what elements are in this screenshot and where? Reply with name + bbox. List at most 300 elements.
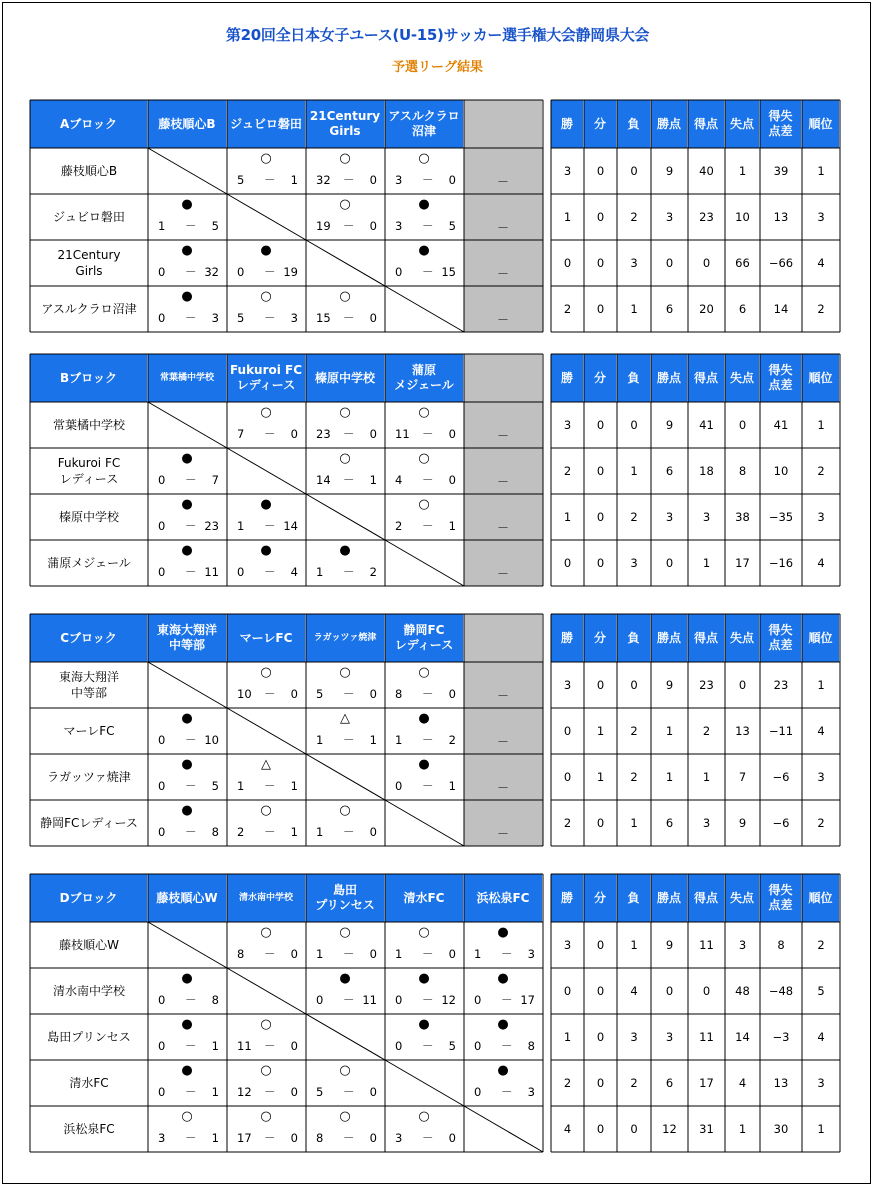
stat-header: 勝 — [551, 100, 584, 148]
score-dash: － — [264, 265, 276, 279]
column-header: 常葉橘中学校 — [148, 354, 227, 402]
stat-header: 失点 — [725, 100, 760, 148]
goals-against: 5 — [448, 219, 456, 233]
column-header: 21Century Girls — [306, 100, 385, 148]
goals-against: 0 — [448, 947, 456, 961]
team-name: 蒲原メジェール — [47, 556, 131, 570]
team-name: 浜松泉FC — [63, 1122, 115, 1136]
stat-value: 10 — [773, 464, 789, 478]
goals-against: 0 — [290, 1085, 298, 1099]
stat-header: 勝 — [551, 874, 584, 922]
goals-against: 3 — [211, 311, 219, 325]
stat-value: 3 — [665, 210, 674, 224]
team-name: 東海大翔洋 中等部 — [58, 670, 119, 700]
result-symbol: ○ — [418, 405, 430, 420]
goals-for: 4 — [395, 473, 403, 487]
score-dash: － — [422, 473, 434, 487]
score-dash: － — [264, 947, 276, 961]
goals-against: 1 — [211, 1131, 219, 1145]
stat-value: 48 — [735, 984, 750, 998]
column-header: 清水南中学校 — [227, 874, 306, 922]
column-header: 榛原中学校 — [306, 354, 385, 402]
empty-dash: － — [496, 567, 509, 581]
stat-value: 1 — [630, 464, 638, 478]
result-symbol: ● — [181, 497, 193, 512]
score-dash: － — [185, 1039, 197, 1053]
score-dash: － — [422, 1131, 434, 1145]
stat-header: 負 — [617, 614, 651, 662]
stat-header: 順位 — [802, 100, 840, 148]
stat-value: 0 — [596, 464, 605, 478]
stat-value: 0 — [596, 984, 605, 998]
goals-for: 3 — [395, 1131, 403, 1145]
stat-value: 6 — [665, 816, 674, 830]
stat-value: 0 — [738, 418, 747, 432]
goals-against: 11 — [204, 565, 219, 579]
stat-value: 14 — [773, 302, 789, 316]
result-symbol: ● — [418, 243, 430, 258]
goals-for: 1 — [316, 947, 324, 961]
goals-against: 0 — [448, 427, 456, 441]
result-symbol: ● — [418, 1017, 430, 1032]
goals-for: 1 — [395, 947, 403, 961]
goals-for: 1 — [316, 733, 324, 747]
goals-for: 1 — [158, 219, 166, 233]
stat-value: 0 — [596, 1030, 605, 1044]
score-dash: － — [343, 173, 355, 187]
score-dash: － — [264, 825, 276, 839]
team-name: 清水FC — [69, 1076, 109, 1090]
stat-value: 0 — [702, 256, 711, 270]
goals-for: 0 — [158, 1039, 166, 1053]
goals-against: 5 — [211, 219, 219, 233]
goals-for: 5 — [237, 173, 245, 187]
goals-against: 0 — [290, 427, 298, 441]
result-symbol: ● — [418, 197, 430, 212]
stat-value: 3 — [630, 256, 638, 270]
result-symbol: ● — [339, 543, 351, 558]
result-symbol: ○ — [260, 405, 272, 420]
team-name: アスルクラロ沼津 — [41, 302, 137, 316]
score-dash: － — [422, 947, 434, 961]
stat-value: 0 — [630, 678, 638, 692]
stat-value: 0 — [596, 256, 605, 270]
result-symbol: ○ — [418, 1109, 430, 1124]
stat-value: 1 — [630, 302, 638, 316]
score-dash: － — [264, 1131, 276, 1145]
goals-against: 4 — [290, 565, 298, 579]
stat-value: 0 — [702, 984, 711, 998]
result-symbol: ● — [260, 497, 272, 512]
stat-value: −16 — [768, 556, 794, 570]
stat-value: 0 — [596, 816, 605, 830]
goals-for: 5 — [316, 687, 324, 701]
stat-value: 1 — [563, 1030, 572, 1044]
column-header: 蒲原 メジェール — [385, 354, 464, 402]
stat-value: 0 — [563, 256, 572, 270]
empty-dash: － — [496, 689, 509, 703]
goals-for: 0 — [395, 265, 403, 279]
goals-for: 1 — [237, 779, 245, 793]
stat-value: 1 — [563, 510, 572, 524]
empty-dash: － — [496, 175, 509, 189]
goals-against: 0 — [290, 947, 298, 961]
stat-header: 勝点 — [651, 354, 688, 402]
goals-for: 8 — [395, 687, 403, 701]
stat-value: 3 — [630, 556, 638, 570]
score-dash: － — [185, 993, 197, 1007]
result-symbol: ○ — [260, 665, 272, 680]
stat-value: 6 — [665, 302, 674, 316]
result-symbol: ● — [181, 971, 193, 986]
stat-value: 6 — [738, 302, 747, 316]
stat-value: 17 — [735, 556, 750, 570]
result-symbol: ● — [181, 711, 193, 726]
stat-value: 0 — [563, 724, 572, 738]
stat-value: 0 — [596, 1076, 605, 1090]
score-dash: － — [422, 993, 434, 1007]
stat-header: 分 — [584, 100, 617, 148]
stat-value: 3 — [630, 1030, 638, 1044]
score-dash: － — [343, 427, 355, 441]
stat-header: 負 — [617, 100, 651, 148]
score-dash: － — [264, 1039, 276, 1053]
goals-for: 0 — [158, 311, 166, 325]
goals-for: 23 — [316, 427, 331, 441]
score-dash: － — [264, 427, 276, 441]
stat-header: 得失 点差 — [760, 354, 802, 402]
column-header: Fukuroi FC レディース — [227, 354, 306, 402]
team-name: 21Century Girls — [57, 248, 121, 278]
result-symbol: ● — [418, 757, 430, 772]
stat-header: 順位 — [802, 874, 840, 922]
score-dash: － — [264, 565, 276, 579]
column-header: 浜松泉FC — [464, 874, 543, 922]
goals-for: 3 — [395, 219, 403, 233]
goals-against: 0 — [369, 311, 377, 325]
stat-value: 2 — [563, 302, 572, 316]
stat-value: 3 — [738, 938, 747, 952]
goals-for: 10 — [237, 687, 252, 701]
goals-against: 0 — [369, 173, 377, 187]
score-dash: － — [185, 519, 197, 533]
goals-against: 0 — [448, 1131, 456, 1145]
score-dash: － — [264, 311, 276, 325]
result-symbol: △ — [340, 711, 350, 726]
score-dash: － — [422, 265, 434, 279]
result-symbol: ○ — [339, 197, 351, 212]
stat-value: 0 — [596, 556, 605, 570]
empty-dash: － — [496, 781, 509, 795]
block-label: Aブロック — [30, 100, 148, 148]
stat-value: 2 — [563, 464, 572, 478]
score-dash: － — [343, 687, 355, 701]
goals-for: 1 — [474, 947, 482, 961]
result-symbol: ○ — [339, 289, 351, 304]
goals-against: 3 — [290, 311, 298, 325]
stat-value: 23 — [699, 210, 714, 224]
score-dash: － — [264, 519, 276, 533]
score-dash: － — [185, 779, 197, 793]
stat-value: 2 — [817, 938, 825, 952]
stat-value: 0 — [738, 678, 747, 692]
goals-against: 8 — [211, 825, 219, 839]
goals-against: 10 — [204, 733, 219, 747]
stat-value: −35 — [768, 510, 794, 524]
result-symbol: ○ — [418, 925, 430, 940]
goals-for: 7 — [237, 427, 245, 441]
result-symbol: ○ — [418, 497, 430, 512]
stat-value: 2 — [702, 724, 711, 738]
stat-value: 4 — [630, 984, 638, 998]
goals-for: 0 — [395, 779, 403, 793]
stat-header: 得点 — [688, 354, 725, 402]
stat-value: 0 — [596, 938, 605, 952]
stat-value: 18 — [699, 464, 714, 478]
goals-for: 2 — [237, 825, 245, 839]
goals-for: 11 — [395, 427, 410, 441]
goals-against: 0 — [290, 687, 298, 701]
team-name: 島田プリンセス — [47, 1030, 131, 1044]
result-symbol: ● — [181, 803, 193, 818]
goals-against: 19 — [283, 265, 298, 279]
result-symbol: ○ — [260, 151, 272, 166]
stat-value: 10 — [735, 210, 750, 224]
result-symbol: ● — [181, 197, 193, 212]
goals-for: 12 — [237, 1085, 252, 1099]
team-name: ジュビロ磐田 — [53, 210, 125, 224]
goals-against: 0 — [369, 1085, 377, 1099]
column-header: 藤枝順心B — [148, 100, 227, 148]
goals-for: 0 — [158, 519, 166, 533]
stat-value: 9 — [665, 418, 674, 432]
grid-line — [306, 1014, 385, 1060]
result-symbol: ● — [418, 971, 430, 986]
empty-dash: － — [496, 221, 509, 235]
result-symbol: ● — [497, 1017, 509, 1032]
score-dash: － — [185, 473, 197, 487]
result-symbol: ○ — [418, 665, 430, 680]
stat-value: 0 — [563, 984, 572, 998]
stat-value: 0 — [665, 984, 674, 998]
goals-against: 1 — [369, 473, 377, 487]
result-symbol: ○ — [339, 1063, 351, 1078]
goals-against: 1 — [211, 1085, 219, 1099]
stat-value: 13 — [773, 1076, 789, 1090]
score-dash: － — [264, 687, 276, 701]
score-dash: － — [185, 1085, 197, 1099]
goals-for: 0 — [158, 265, 166, 279]
stat-value: 3 — [563, 418, 572, 432]
result-symbol: ● — [181, 1063, 193, 1078]
goals-against: 0 — [290, 1131, 298, 1145]
stat-value: −66 — [768, 256, 794, 270]
stat-value: 4 — [817, 724, 825, 738]
column-header: 藤枝順心W — [148, 874, 227, 922]
result-symbol: ● — [181, 543, 193, 558]
result-symbol: ○ — [260, 1109, 272, 1124]
grid-line — [464, 1106, 543, 1152]
stat-header: 得点 — [688, 874, 725, 922]
stat-value: 12 — [662, 1122, 677, 1136]
goals-against: 0 — [369, 427, 377, 441]
score-dash: － — [422, 687, 434, 701]
stat-value: 9 — [738, 816, 747, 830]
stat-value: 3 — [702, 816, 711, 830]
score-dash: － — [422, 173, 434, 187]
stat-value: 2 — [563, 1076, 572, 1090]
stat-value: 3 — [817, 510, 825, 524]
score-dash: － — [343, 947, 355, 961]
goals-against: 1 — [369, 733, 377, 747]
grid-line — [385, 1060, 464, 1106]
goals-against: 15 — [441, 265, 456, 279]
stat-value: 3 — [817, 770, 825, 784]
result-symbol: ● — [497, 1063, 509, 1078]
stat-header: 勝 — [551, 614, 584, 662]
team-name: 清水南中学校 — [52, 984, 125, 998]
score-dash: － — [343, 1131, 355, 1145]
stat-value: 6 — [665, 1076, 674, 1090]
stat-value: 3 — [563, 678, 572, 692]
stat-value: 4 — [817, 256, 825, 270]
goals-for: 0 — [158, 565, 166, 579]
result-symbol: ○ — [418, 451, 430, 466]
stat-value: 8 — [777, 938, 785, 952]
stat-value: 30 — [773, 1122, 789, 1136]
stat-value: 1 — [817, 1122, 825, 1136]
result-symbol: ○ — [418, 151, 430, 166]
score-dash: － — [422, 427, 434, 441]
stat-value: 23 — [773, 678, 789, 692]
column-header: 島田 プリンセス — [306, 874, 385, 922]
result-symbol: ● — [497, 971, 509, 986]
goals-against: 2 — [369, 565, 377, 579]
stat-value: 2 — [630, 724, 638, 738]
stat-value: 0 — [630, 164, 638, 178]
score-dash: － — [185, 1131, 197, 1145]
goals-for: 1 — [316, 565, 324, 579]
result-symbol: ○ — [339, 925, 351, 940]
goals-for: 0 — [158, 733, 166, 747]
empty-dash: － — [496, 521, 509, 535]
stat-value: 5 — [817, 984, 825, 998]
stat-value: 3 — [563, 164, 572, 178]
result-symbol: ● — [181, 757, 193, 772]
stat-value: 1 — [596, 724, 605, 738]
result-symbol: ○ — [260, 803, 272, 818]
result-symbol: ○ — [339, 1109, 351, 1124]
page-title: 第20回全日本女子ユース(U-15)サッカー選手権大会静岡県大会 — [225, 26, 650, 44]
stat-header: 得失 点差 — [760, 874, 802, 922]
goals-against: 0 — [369, 947, 377, 961]
block-label: Cブロック — [30, 614, 148, 662]
goals-against: 14 — [283, 519, 298, 533]
goals-for: 32 — [316, 173, 331, 187]
empty-dash: － — [496, 735, 509, 749]
result-symbol: ○ — [339, 665, 351, 680]
stat-header: 勝点 — [651, 100, 688, 148]
stat-value: 0 — [665, 556, 674, 570]
goals-against: 1 — [448, 519, 456, 533]
stat-value: 1 — [596, 770, 605, 784]
column-header: 静岡FC レディース — [385, 614, 464, 662]
stat-value: 41 — [699, 418, 714, 432]
stat-value: 0 — [630, 1122, 638, 1136]
result-symbol: ● — [181, 289, 193, 304]
empty-dash: － — [496, 313, 509, 327]
stat-value: 1 — [630, 938, 638, 952]
stat-value: 13 — [773, 210, 789, 224]
score-dash: － — [185, 311, 197, 325]
result-symbol: ○ — [260, 1063, 272, 1078]
stat-value: 41 — [773, 418, 789, 432]
result-symbol: △ — [261, 757, 271, 772]
stat-value: 31 — [699, 1122, 714, 1136]
score-dash: － — [343, 993, 355, 1007]
score-dash: － — [185, 825, 197, 839]
stat-value: −6 — [772, 770, 790, 784]
stat-value: 0 — [596, 1122, 605, 1136]
stat-value: 8 — [738, 464, 747, 478]
goals-against: 23 — [204, 519, 219, 533]
stat-value: 20 — [699, 302, 714, 316]
stat-value: 66 — [735, 256, 750, 270]
stat-value: 1 — [702, 770, 711, 784]
score-dash: － — [185, 265, 197, 279]
stat-value: 0 — [665, 256, 674, 270]
stat-value: 2 — [817, 302, 825, 316]
result-symbol: ● — [260, 543, 272, 558]
result-symbol: ○ — [260, 1017, 272, 1032]
goals-against: 0 — [448, 687, 456, 701]
result-symbol: ● — [260, 243, 272, 258]
stat-value: 1 — [563, 210, 572, 224]
score-dash: － — [264, 1085, 276, 1099]
stat-value: 3 — [817, 1076, 825, 1090]
stat-header: 勝 — [551, 354, 584, 402]
goals-for: 0 — [158, 825, 166, 839]
stat-value: 1 — [630, 816, 638, 830]
goals-against: 3 — [527, 947, 535, 961]
goals-against: 5 — [448, 1039, 456, 1053]
stat-value: 2 — [630, 210, 638, 224]
stat-value: 11 — [699, 938, 714, 952]
stat-value: 2 — [563, 816, 572, 830]
stat-value: 0 — [630, 418, 638, 432]
stat-value: 1 — [738, 1122, 747, 1136]
goals-against: 3 — [527, 1085, 535, 1099]
stat-header: 得点 — [688, 100, 725, 148]
goals-for: 19 — [316, 219, 331, 233]
stat-header: 分 — [584, 354, 617, 402]
result-symbol: ● — [181, 1017, 193, 1032]
goals-for: 0 — [237, 565, 245, 579]
stat-header: 得失 点差 — [760, 614, 802, 662]
goals-against: 0 — [369, 1131, 377, 1145]
empty-dash: － — [496, 429, 509, 443]
stat-value: 2 — [630, 510, 638, 524]
stat-value: −11 — [768, 724, 794, 738]
stat-value: 1 — [665, 724, 674, 738]
team-name: 榛原中学校 — [58, 510, 119, 524]
team-name: 常葉橘中学校 — [52, 418, 125, 432]
goals-against: 11 — [362, 993, 377, 1007]
stat-header: 分 — [584, 874, 617, 922]
block-label: Bブロック — [30, 354, 148, 402]
goals-for: 0 — [237, 265, 245, 279]
goals-for: 3 — [158, 1131, 166, 1145]
